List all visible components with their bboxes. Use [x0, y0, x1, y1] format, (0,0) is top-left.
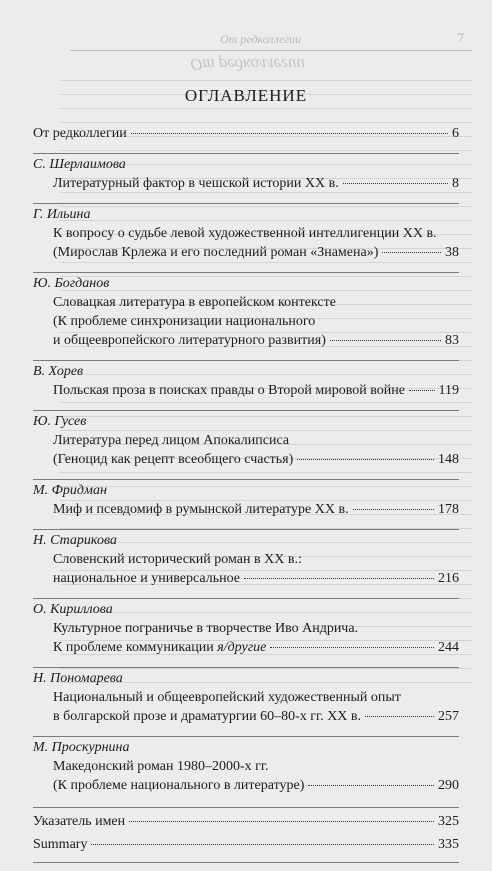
toc-entry-title-line: Культурное пограничье в творчестве Иво Андрича. [53, 621, 359, 636]
toc-entry [33, 410, 459, 469]
table-of-contents [33, 86, 459, 871]
toc-page-number: 335 [438, 837, 459, 852]
bleed-through-line [60, 80, 472, 81]
toc-entry [33, 360, 459, 400]
toc-entry [33, 153, 459, 193]
toc-entry [33, 203, 459, 262]
toc-entry-author: Н. Пономарева [33, 667, 459, 688]
toc-entry-title: Summary [33, 837, 88, 852]
toc-page-number: 290 [438, 778, 459, 793]
toc-page-number: 325 [438, 814, 459, 829]
toc-entry-author: М. Проскурнина [33, 736, 459, 757]
toc-page-number: 8 [452, 176, 459, 191]
toc-entry-title: Указатель имен [33, 814, 126, 829]
toc-entry-author: О. Кириллова [33, 598, 459, 619]
toc-entry-title: От редколлегии [33, 126, 127, 141]
toc-entry-title-last-line [53, 707, 361, 726]
dot-leader [382, 252, 441, 253]
toc-entry-title-line: Литература перед лицом Апокалипсиса [53, 433, 290, 448]
toc-entry-title-text: (К проблеме национального в литературе) [53, 778, 305, 793]
toc-page-number: 216 [438, 571, 459, 586]
toc-back-matter-entry [33, 835, 459, 854]
dot-leader [297, 459, 434, 460]
toc-entry-title-text: Литературный фактор в чешской истории XX в. [53, 176, 339, 191]
toc-entry-title-last-line [53, 381, 405, 400]
toc-page-number: 38 [445, 245, 459, 260]
toc-page-number: 83 [445, 333, 459, 348]
toc-entry-title-line: К вопросу о судьбе левой художественной интеллигенции XX в. [53, 226, 437, 241]
toc-entry-author: Г. Ильина [33, 203, 459, 224]
toc-entry-title-text: национальное и универсальное [53, 571, 240, 586]
toc-entry-title-last-line [53, 331, 326, 350]
dot-leader [330, 340, 441, 341]
dot-leader [91, 844, 434, 845]
toc-page-number: 148 [438, 452, 459, 467]
toc-entry [33, 529, 459, 588]
toc-entry-title-italic: я/другие [217, 640, 267, 655]
toc-entry-title-last-line [53, 776, 304, 795]
dot-leader [244, 578, 434, 579]
toc-entry-title-text: (Геноцид как рецепт всеобщего счастья) [53, 452, 294, 467]
toc-entry-author: С. Шерлаимова [33, 153, 459, 174]
toc-entry-author: Ю. Гусев [33, 410, 459, 431]
dot-leader [343, 183, 448, 184]
toc-page-number: 244 [438, 640, 459, 655]
toc-entry-title-line: Словацкая литература в европейском контексте [53, 295, 336, 310]
dot-leader [129, 821, 434, 822]
toc-page-number: 257 [438, 709, 459, 724]
bleed-through-heading: От редколлегии [190, 55, 305, 74]
toc-back-matter-entry [33, 807, 459, 831]
toc-page-number: 6 [452, 126, 459, 141]
toc-entry-title-text: (Мирослав Крлежа и его последний роман «Знамена») [53, 245, 379, 260]
toc-entry-title-last-line [53, 638, 266, 657]
toc-entry-title-last-line [53, 174, 339, 193]
toc-entry-title-last-line [53, 450, 293, 469]
toc-author-entries [33, 153, 459, 795]
toc-entry-title-line: Словенский исторический роман в XX в.: [53, 552, 302, 567]
bleed-through-header [70, 26, 472, 51]
bleed-through-page-number: 7 [457, 30, 464, 45]
toc-entry-title-text: Польская проза в поисках правды о Второй мировой войне [53, 383, 405, 398]
toc-entry-title-line: Македонский роман 1980–2000-х гг. [53, 759, 269, 774]
toc-entry-title-line: (К проблеме синхронизации национального [53, 314, 316, 329]
toc-entry [33, 736, 459, 795]
bottom-rule [33, 862, 459, 871]
toc-entry-title-last-line [53, 243, 378, 262]
toc-title: ОГЛАВЛЕНИЕ [184, 86, 308, 105]
dot-leader [308, 785, 434, 786]
toc-entry [33, 272, 459, 350]
dot-leader [365, 716, 434, 717]
toc-intro-entry [33, 124, 459, 143]
toc-entry [33, 667, 459, 726]
toc-entry-author: В. Хорев [33, 360, 459, 381]
toc-page-number: 119 [438, 383, 459, 398]
toc-entry-title-line: Национальный и общеевропейский художественный опыт [53, 690, 401, 705]
dot-leader [270, 647, 434, 648]
toc-entry-title-text: в болгарской прозе и драматургии 60–80-х гг. XX в. [53, 709, 362, 724]
dot-leader [409, 390, 435, 391]
toc-entry-title-last-line [53, 500, 349, 519]
toc-entry [33, 479, 459, 519]
bleed-through-running-title: От редколлегии [220, 32, 302, 46]
toc-page-number: 178 [438, 502, 459, 517]
dot-leader [353, 509, 434, 510]
toc-entry-author: Ю. Богданов [33, 272, 459, 293]
toc-entry-title-text: К проблеме коммуникации [53, 640, 218, 655]
toc-entry-author: Н. Старикова [33, 529, 459, 550]
toc-entry [33, 598, 459, 657]
toc-entry-title-text: и общеевропейского литературного развития) [53, 333, 326, 348]
toc-entry-title-last-line [53, 569, 240, 588]
toc-entry-author: М. Фридман [33, 479, 459, 500]
toc-entry-title-text: Миф и псевдомиф в румынской литературе XX в. [53, 502, 349, 517]
toc-back-matter [33, 807, 459, 854]
dot-leader [131, 133, 448, 134]
